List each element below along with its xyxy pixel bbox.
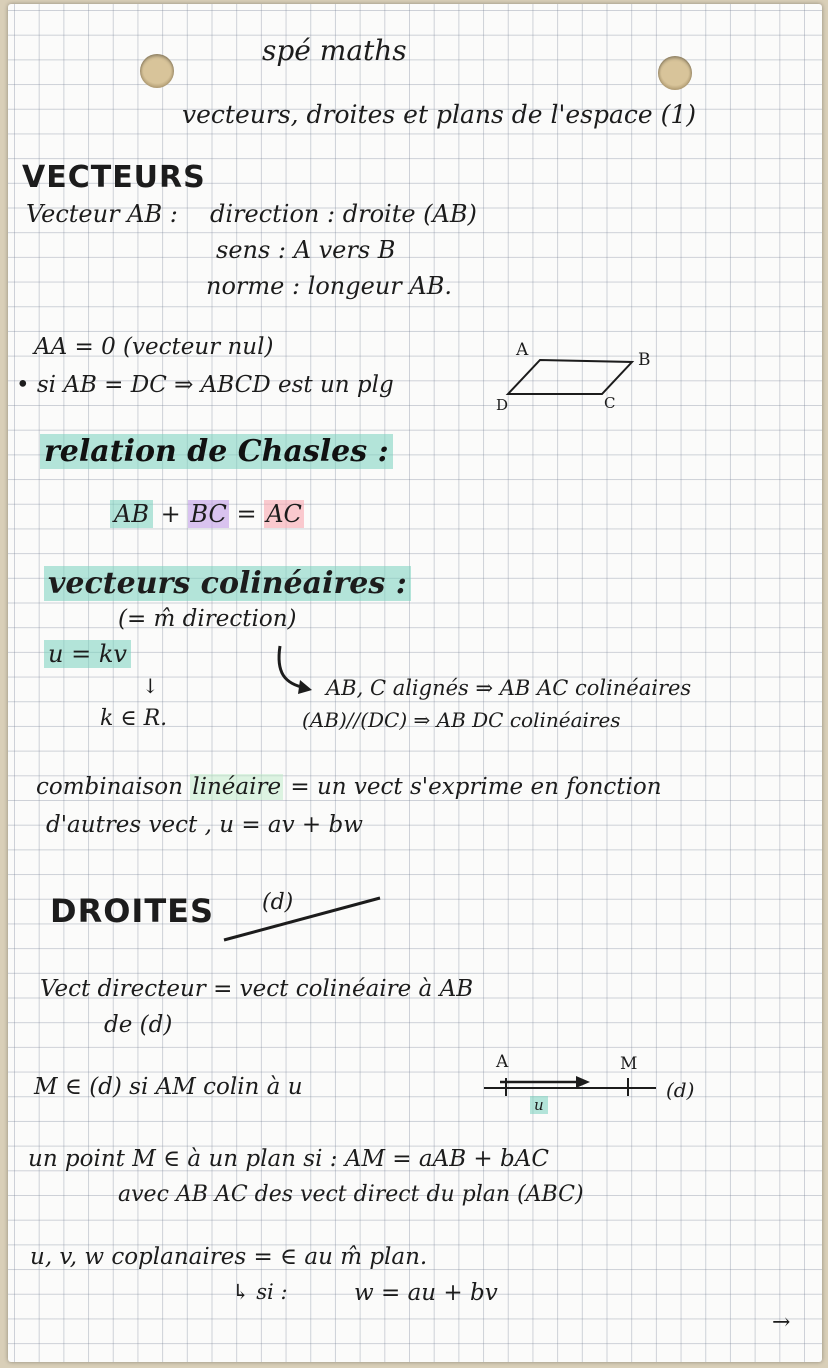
- vector-definition-label: Vecteur AB :: [26, 200, 178, 228]
- coplanar-line-2-arrow: ↳ si :: [232, 1280, 288, 1304]
- chasles-ac: AC: [266, 500, 302, 528]
- direction-vector-line-2: de (d): [104, 1012, 173, 1038]
- coplanar-line-1: u, v, w coplanaires = ∈ au m̂ plan.: [30, 1244, 428, 1270]
- coplanar-line-2-equation: w = au + bv: [354, 1280, 498, 1306]
- linear-combination-highlight: linéaire: [192, 774, 282, 800]
- fig-vector-u: [530, 1096, 548, 1114]
- plane-condition-line-2: avec AB AC des vect direct du plan (ABC): [118, 1182, 584, 1207]
- plg-point-D: D: [496, 396, 509, 414]
- linear-combination-rest: = un vect s'exprime en fonction: [290, 774, 662, 800]
- next-page-arrow-icon: →: [772, 1310, 791, 1335]
- chasles-heading: [40, 434, 393, 469]
- line-d-drawing: [224, 898, 380, 940]
- plane-condition-line-1: un point M ∈ à un plan si : AM = aAB + bAC: [28, 1146, 549, 1172]
- linear-combination-line-1: [36, 774, 662, 800]
- line-d-label: (d): [262, 890, 294, 915]
- page-title: vecteurs, droites et plans de l'espace (1): [182, 100, 697, 129]
- curved-arrow-head: [298, 680, 312, 694]
- chasles-ab: AB: [110, 500, 153, 528]
- fig-vector-u-text: u: [530, 1096, 548, 1114]
- down-arrow: ↓: [142, 674, 159, 698]
- plg-point-B: B: [638, 350, 651, 370]
- colinear-heading-text: vecteurs colinéaires :: [44, 566, 411, 601]
- colinear-formula-text: u = kv: [44, 640, 131, 668]
- k-real: k ∈ R.: [100, 706, 168, 731]
- direction-vector-line-1: Vect directeur = vect colinéaire à AB: [40, 976, 474, 1002]
- plg-point-A: A: [516, 340, 529, 360]
- vector-sens: sens : A vers B: [216, 236, 396, 264]
- plg-point-C: C: [604, 394, 616, 412]
- aligned-points: AB, C alignés ⇒ AB AC colinéaires: [326, 676, 692, 700]
- parallelogram-rule: • si AB = DC ⇒ ABCD est un plg: [16, 372, 394, 398]
- colinear-heading: [44, 566, 411, 601]
- colinear-definition: (= m̂ direction): [118, 606, 297, 632]
- chasles-plus: +: [160, 500, 181, 528]
- section-heading-droites: DROITES: [50, 892, 215, 930]
- chasles-equals: =: [236, 500, 257, 528]
- fig-line-d: (d): [666, 1078, 695, 1102]
- vector-u-arrowhead: [576, 1076, 590, 1088]
- parallelogram-figure: [508, 360, 632, 394]
- chasles-bc: BC: [190, 500, 227, 528]
- colinear-formula: [44, 640, 131, 668]
- vector-direction: direction : droite (AB): [210, 200, 477, 228]
- section-heading-vecteurs: VECTEURS: [22, 160, 206, 195]
- fig-point-M: M: [620, 1054, 638, 1074]
- linear-combination-word: combinaison: [36, 774, 183, 800]
- parallel-lines: (AB)//(DC) ⇒ AB DC colinéaires: [302, 708, 621, 732]
- linear-combination-line-2: d'autres vect , u = av + bw: [46, 812, 363, 838]
- vector-norme: norme : longeur AB.: [206, 272, 452, 300]
- membership-condition: M ∈ (d) si AM colin à u: [34, 1074, 303, 1100]
- fig-point-A: A: [496, 1052, 509, 1072]
- chasles-relation: [110, 500, 304, 528]
- null-vector: AA = 0 (vecteur nul): [34, 334, 274, 360]
- subject-title: spé maths: [262, 34, 407, 67]
- chasles-heading-text: relation de Chasles :: [40, 434, 393, 469]
